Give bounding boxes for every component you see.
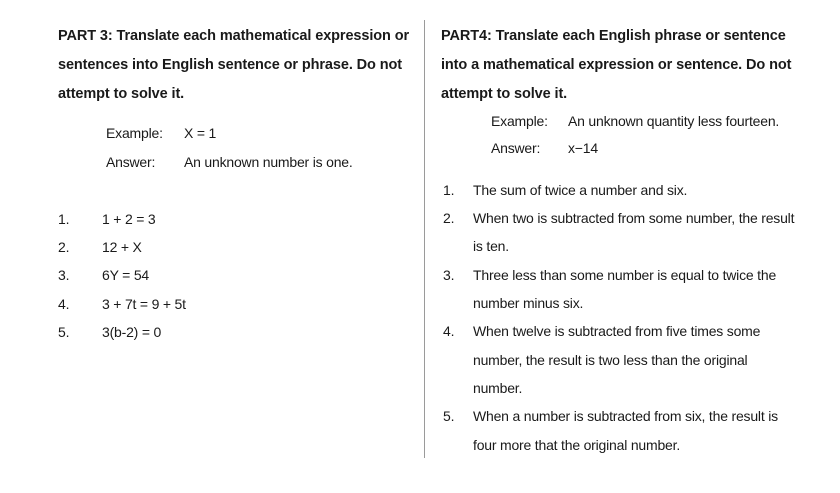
part4-answer-value: x−14 [568,140,598,156]
part3-heading-line-3: attempt to solve it. [58,86,185,102]
item-sentence-line: number, the result is two less than the original [473,352,748,368]
item-number: 3. [443,267,455,283]
item-sentence-line: The sum of twice a number and six. [473,182,688,198]
item-sentence-line: is ten. [473,238,509,254]
item-expression: 6Y = 54 [102,267,149,283]
item-expression: 1 + 2 = 3 [102,211,156,227]
part3-example-label: Example: [106,125,163,141]
item-expression: 12 + X [102,239,142,255]
part3-example-value: X = 1 [184,125,217,141]
part3-answer-value: An unknown number is one. [184,154,353,170]
item-sentence-line: When twelve is subtracted from five times some [473,323,761,339]
item-number: 2. [443,210,455,226]
item-sentence-line: number. [473,380,523,396]
item-sentence-line: When two is subtracted from some number, the result [473,210,795,226]
item-number: 2. [58,239,70,255]
part4-heading-line-2: into a mathematical expression or sentence. Do not [441,57,792,73]
item-expression: 3(b-2) = 0 [102,324,162,340]
part4-example-value: An unknown quantity less fourteen. [568,113,780,129]
item-sentence-line: number minus six. [473,295,584,311]
part4-answer-label: Answer: [491,140,541,156]
item-number: 5. [443,408,455,424]
part4-example-label: Example: [491,113,548,129]
part3-heading-line-1: PART 3: Translate each mathematical expression or [58,28,410,44]
item-sentence-line: Three less than some number is equal to twice the [473,267,777,283]
item-number: 4. [58,296,70,312]
item-number: 1. [58,211,70,227]
item-number: 5. [58,324,70,340]
item-number: 3. [58,267,70,283]
item-number: 4. [443,323,455,339]
item-number: 1. [443,182,455,198]
item-sentence-line: When a number is subtracted from six, the result is [473,408,778,424]
part3-heading-line-2: sentences into English sentence or phrase. Do not [58,57,402,73]
part3-answer-label: Answer: [106,154,156,170]
part4-heading-line-1: PART4: Translate each English phrase or sentence [441,28,786,44]
item-sentence-line: four more that the original number. [473,437,681,453]
item-expression: 3 + 7t = 9 + 5t [102,296,186,312]
part4-heading-line-3: attempt to solve it. [441,86,568,102]
